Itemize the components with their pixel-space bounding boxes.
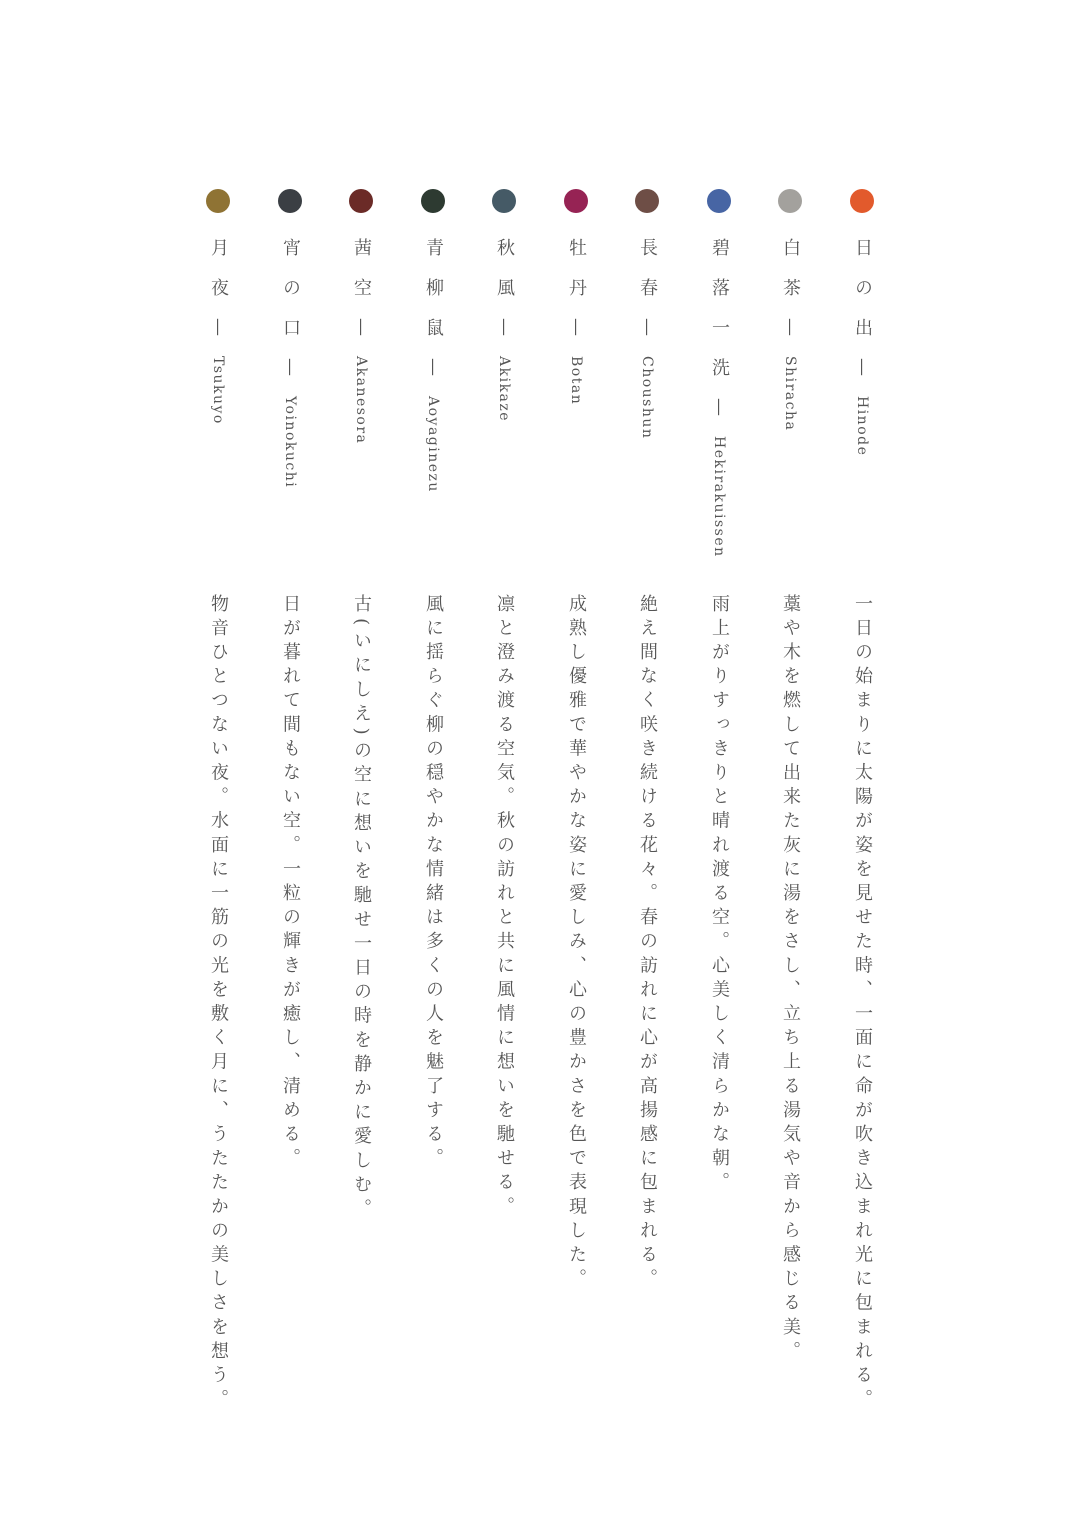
color-name: 長春 <box>637 238 658 318</box>
color-swatch <box>850 189 874 213</box>
color-name-line <box>196 238 240 425</box>
color-description: 藁や木を燃して出来た灰に湯をさし、立ち上る湯気や音から感じる美。 <box>780 594 801 1366</box>
color-name: 月夜 <box>208 238 229 318</box>
color-romaji: Yoinokuchi <box>282 396 298 489</box>
color-entry <box>625 0 669 1516</box>
color-romaji: Tsukuyo <box>210 356 226 425</box>
color-dash: — <box>709 398 730 416</box>
color-name: 碧落一洗 <box>709 238 730 398</box>
color-name: 茜空 <box>351 238 372 318</box>
color-name-line <box>411 238 455 493</box>
color-romaji: Choushun <box>639 356 655 440</box>
color-dash: — <box>780 318 801 336</box>
color-dash: — <box>566 318 587 336</box>
color-name: 青柳鼠 <box>423 238 444 358</box>
color-romaji: Hekirakuissen <box>711 436 727 558</box>
color-entry <box>554 0 598 1516</box>
color-entry <box>339 0 383 1516</box>
color-romaji: Shiracha <box>782 356 798 432</box>
color-name-line <box>268 238 312 488</box>
color-entry <box>697 0 741 1516</box>
color-name-line <box>768 238 812 431</box>
color-name: 秋風 <box>494 238 515 318</box>
color-description: 一日の始まりに太陽が姿を見せた時、一面に命が吹き込まれ光に包まれる。 <box>852 594 873 1414</box>
color-swatch <box>278 189 302 213</box>
color-swatch <box>778 189 802 213</box>
color-swatch <box>707 189 731 213</box>
color-dash: — <box>852 358 873 376</box>
color-swatch <box>564 189 588 213</box>
color-dash: — <box>423 358 444 376</box>
color-entry <box>482 0 526 1516</box>
color-description: 凛と澄み渡る空気。秋の訪れと共に風情に想いを馳せる。 <box>494 594 515 1221</box>
color-swatch <box>206 189 230 213</box>
color-description: 風に揺らぐ柳の穏やかな情緒は多くの人を魅了する。 <box>423 594 444 1173</box>
color-romaji: Akikaze <box>496 356 512 423</box>
color-description: 日が暮れて間もない空。一粒の輝きが癒し、清める。 <box>280 594 301 1173</box>
color-entry <box>411 0 455 1516</box>
color-name: 白茶 <box>780 238 801 318</box>
color-dash: — <box>637 318 658 336</box>
color-description: 古(いにしえ)の空に想いを馳せ一日の時を静かに愛しむ。 <box>351 594 372 1223</box>
color-romaji: Aoyaginezu <box>425 396 441 493</box>
color-dash: — <box>351 318 372 336</box>
color-name: 宵の口 <box>280 238 301 358</box>
color-entry <box>268 0 312 1516</box>
color-name-line <box>697 238 741 558</box>
color-swatch <box>421 189 445 213</box>
color-description: 成熟し優雅で華やかな姿に愛しみ、心の豊かさを色で表現した。 <box>566 594 587 1293</box>
color-romaji: Akanesora <box>353 356 369 445</box>
color-name-line <box>554 238 598 405</box>
color-name-line <box>482 238 526 422</box>
color-swatch <box>635 189 659 213</box>
color-name: 牡丹 <box>566 238 587 318</box>
color-name-line <box>339 238 383 444</box>
color-name-line <box>625 238 669 439</box>
color-dash: — <box>280 358 301 376</box>
color-entry <box>768 0 812 1516</box>
color-name: 日の出 <box>852 238 873 358</box>
color-description: 絶え間なく咲き続ける花々。春の訪れに心が高揚感に包まれる。 <box>637 594 658 1293</box>
color-name-line <box>840 238 884 456</box>
color-swatch <box>492 189 516 213</box>
color-dash: — <box>208 318 229 336</box>
color-description: 物音ひとつない夜。水面に一筋の光を敷く月に、うたたかの美しさを想う。 <box>208 594 229 1414</box>
color-entry <box>196 0 240 1516</box>
color-entry <box>840 0 884 1516</box>
color-description: 雨上がりすっきりと晴れ渡る空。心美しく清らかな朝。 <box>709 594 730 1197</box>
color-dash: — <box>494 318 515 336</box>
color-romaji: Hinode <box>854 396 870 457</box>
color-swatch <box>349 189 373 213</box>
color-romaji: Botan <box>568 356 584 406</box>
